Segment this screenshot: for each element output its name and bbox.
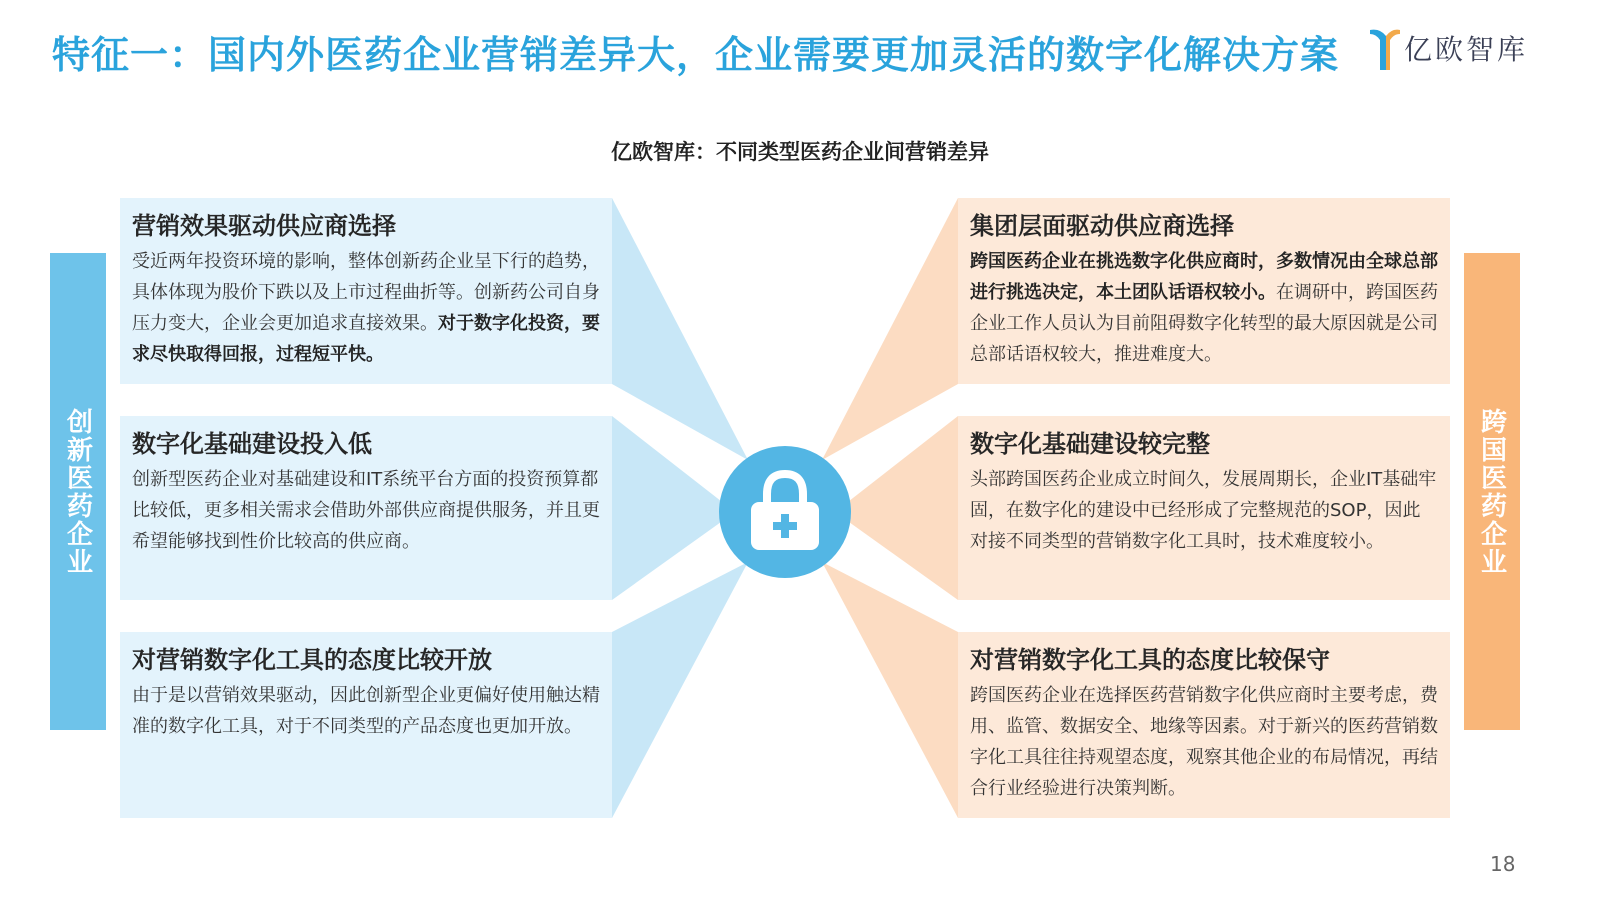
card-title: 对营销数字化工具的态度比较开放 bbox=[132, 646, 492, 674]
card-body: 跨国医药企业在选择医药营销数字化供应商时主要考虑，费用、监管、数据安全、地缘等因素。对于新兴的医药营销数字化工具往往持观望态度，观察其他企业的布局情况，再结合行业经验进行决策判断。 bbox=[970, 685, 1438, 799]
right-card-3 bbox=[958, 632, 1450, 818]
left-category-label: 创新医药企业 bbox=[50, 253, 106, 730]
center-emblem bbox=[719, 446, 851, 578]
card-body: 头部跨国医药企业成立时间久，发展周期长，企业IT基础牢固，在数字化的建设中已经形成了完整规范的SOP，因此对接不同类型的营销数字化工具时，技术难度较小。 bbox=[970, 469, 1437, 552]
right-ray-bottom bbox=[822, 562, 958, 818]
card-text: 受近两年投资环境的影响，整体创新药企业呈下行的趋势，具体体现为股价下跌以及上市过程曲折等。创新药公司自身压力变大，企业会更加追求直接效果。 bbox=[132, 251, 600, 334]
left-card-2 bbox=[120, 416, 612, 600]
card-body: 创新型医药企业对基础建设和IT系统平台方面的投资预算都比较低，更多相关需求会借助外部供应商提供服务，并且更希望能够找到性价比较高的供应商。 bbox=[132, 469, 600, 552]
logo-text: 亿欧智库 bbox=[1404, 33, 1529, 66]
right-ray-middle bbox=[835, 416, 958, 600]
card-body bbox=[970, 246, 1438, 370]
card-body: 由于是以营销效果驱动，因此创新型企业更偏好使用触达精准的数字化工具，对于不同类型的产品态度也更加开放。 bbox=[132, 685, 600, 737]
card-title: 数字化基础建设投入低 bbox=[132, 430, 372, 458]
page-title: 特征一：国内外医药企业营销差异大，企业需要更加灵活的数字化解决方案 bbox=[52, 33, 1340, 77]
left-ray-bottom bbox=[612, 562, 748, 818]
right-category-label: 跨国医药企业 bbox=[1464, 253, 1520, 730]
left-ray-top bbox=[612, 198, 748, 460]
medical-bag-icon bbox=[719, 446, 851, 578]
figure-subtitle: 亿欧智库：不同类型医药企业间营销差异 bbox=[611, 140, 989, 164]
left-card-3 bbox=[120, 632, 612, 818]
card-title: 数字化基础建设较完整 bbox=[970, 430, 1210, 458]
right-ray-top bbox=[822, 198, 958, 460]
card-body bbox=[132, 246, 600, 370]
card-text: 在调研中，跨国医药企业工作人员认为目前阻碍数字化转型的最大原因就是公司总部话语权较大，推进难度大。 bbox=[970, 282, 1438, 365]
card-title: 集团层面驱动供应商选择 bbox=[970, 212, 1234, 240]
page-number: 18 bbox=[1490, 852, 1516, 876]
left-ray-middle bbox=[612, 416, 735, 600]
card-emphasis: 对于数字化投资，要求尽快取得回报，过程短平快。 bbox=[132, 313, 600, 365]
right-card-1 bbox=[958, 198, 1450, 384]
card-emphasis: 跨国医药企业在挑选数字化供应商时，多数情况由全球总部进行挑选决定，本土团队话语权较小。 bbox=[970, 251, 1438, 303]
card-title: 营销效果驱动供应商选择 bbox=[132, 212, 396, 240]
card-title: 对营销数字化工具的态度比较保守 bbox=[970, 646, 1330, 674]
right-card-2 bbox=[958, 416, 1450, 600]
left-card-1 bbox=[120, 198, 612, 384]
